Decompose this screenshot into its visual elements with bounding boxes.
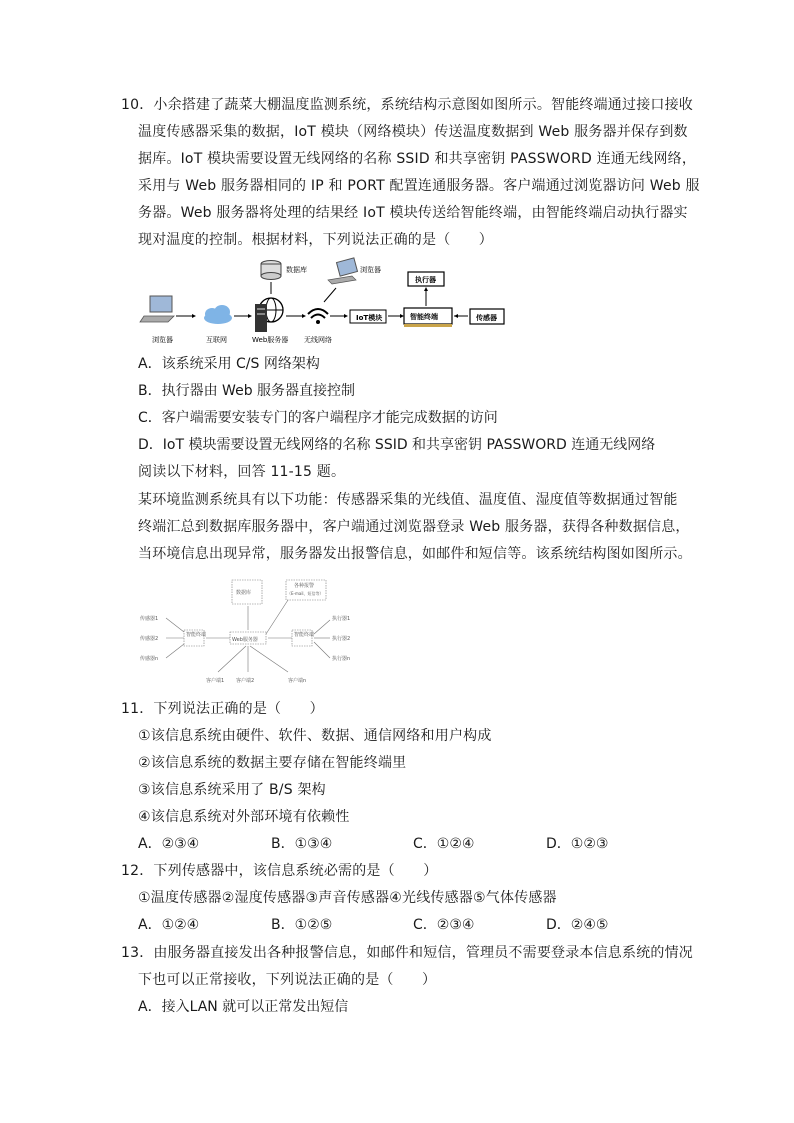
q10-line-5: 务器。Web 服务器将处理的结果经 IoT 模块传送给智能终端，由智能终端启动执行器实 — [138, 205, 688, 221]
q12-items: ①温度传感器②湿度传感器③声音传感器④光线传感器⑤气体传感器 — [138, 890, 557, 906]
diagram2-terminal-left: 智能终端 — [186, 632, 207, 638]
diagram1-web-server-label: Web服务器 — [252, 336, 289, 344]
diagram1-terminal-label: 智能终端 — [410, 313, 438, 321]
q10-option-d: D．IoT 模块需要设置无线网络的名称 SSID 和共享密钥 PASSWORD 连通无线网络 — [138, 437, 656, 453]
q11-item-2: ②该信息系统的数据主要存储在智能终端里 — [138, 755, 407, 771]
q11-choice-c: C．①②④ — [413, 836, 475, 852]
q10-line-6: 现对温度的控制。根据材料，下列说法正确的是（ ） — [138, 232, 493, 248]
q11-choice-b: B．①③④ — [271, 836, 333, 852]
q13-line-1: 13．由服务器直接发出各种报警信息，如邮件和短信，管理员不需要登录本信息系统的情况 — [121, 945, 694, 961]
laptop-icon — [140, 296, 174, 322]
q11-stem: 11．下列说法正确的是（ ） — [121, 701, 324, 717]
q12-stem: 12．下列传感器中，该信息系统必需的是（ ） — [121, 863, 438, 879]
diagram2-web-server: Web服务器 — [232, 637, 258, 643]
q10-option-b: B．执行器由 Web 服务器直接控制 — [138, 383, 356, 399]
diagram2-client2: 客户端2 — [236, 678, 255, 684]
q11-choice-d: D．①②③ — [546, 836, 609, 852]
wifi-icon — [308, 309, 328, 324]
reading-line-1: 某环境监测系统具有以下功能：传感器采集的光线值、温度值、湿度值等数据通过智能 — [138, 492, 678, 508]
q11-item-4: ④该信息系统对外部环境有依赖性 — [138, 809, 350, 825]
q10-line-4: 采用与 Web 服务器相同的 IP 和 PORT 配置连通服务器。客户端通过浏览器访问 Web 服 — [138, 178, 700, 194]
diagram1-wireless-label: 无线网络 — [304, 336, 332, 344]
laptop-icon — [328, 258, 358, 284]
reading-line-2: 终端汇总到数据库服务器中，客户端通过浏览器登录 Web 服务器，获得各种数据信息， — [138, 519, 690, 535]
reading-intro: 阅读以下材料，回答 11-15 题。 — [138, 464, 346, 480]
diagram1-iot-label: IoT模块 — [356, 314, 383, 322]
database-icon — [261, 261, 281, 280]
diagram2-alarm-sub: （E-mail、短信等） — [287, 591, 324, 596]
diagram1-sensor-label: 传感器 — [476, 314, 497, 322]
diagram2-clientn: 客户端n — [288, 678, 307, 684]
diagram2-sensor1: 传感器1 — [140, 616, 159, 622]
q11-choice-a: A．②③④ — [138, 836, 200, 852]
q12-choice-d: D．②④⑤ — [546, 917, 609, 933]
diagram1-actuator-label: 执行器 — [415, 276, 436, 284]
diagram2-actuator1: 执行器1 — [332, 616, 351, 622]
q10-option-a: A．该系统采用 C/S 网络架构 — [138, 356, 320, 372]
q12-choice-c: C．②③④ — [413, 917, 475, 933]
diagram2-actuator2: 执行器2 — [332, 636, 351, 642]
q13-line-2: 下也可以正常接收，下列说法正确的是（ ） — [138, 972, 437, 988]
cloud-icon — [204, 305, 232, 324]
diagram2-terminal-right: 智能终端 — [294, 632, 315, 638]
q10-system-diagram — [138, 256, 518, 352]
q12-choice-b: B．①②⑤ — [271, 917, 333, 933]
diagram2-alarm-title: 各种报警 — [294, 583, 315, 589]
q11-item-3: ③该信息系统采用了 B/S 架构 — [138, 782, 326, 798]
q10-line-2: 温度传感器采集的数据，IoT 模块（网络模块）传送温度数据到 Web 服务器并保存到数 — [138, 124, 688, 140]
diagram1-internet-label: 互联网 — [206, 336, 227, 344]
q10-option-c: C．客户端需要安装专门的客户端程序才能完成数据的访问 — [138, 410, 498, 426]
diagram1-browser-top-label: 浏览器 — [360, 266, 381, 274]
diagram2-actuatorn: 执行器n — [332, 656, 351, 662]
q13-option-a: A．接入LAN 就可以正常发出短信 — [138, 999, 349, 1015]
web-server-icon — [255, 298, 283, 332]
reading-system-diagram — [138, 576, 370, 690]
reading-line-3: 当环境信息出现异常，服务器发出报警信息，如邮件和短信等。该系统结构图如图所示。 — [138, 546, 692, 562]
diagram1-database-label: 数据库 — [286, 266, 307, 274]
q12-choice-a: A．①②④ — [138, 917, 200, 933]
q10-line-3: 据库。IoT 模块需要设置无线网络的名称 SSID 和共享密钥 PASSWORD 连通无线网络， — [138, 151, 697, 167]
diagram2-sensorn: 传感器n — [140, 656, 159, 662]
q10-line-1: 10．小余搭建了蔬菜大棚温度监测系统，系统结构示意图如图所示。智能终端通过接口接收 — [121, 97, 694, 113]
diagram2-database: 数据库 — [236, 590, 252, 596]
diagram1-browser-left-label: 浏览器 — [152, 336, 173, 344]
diagram2-client1: 客户端1 — [206, 678, 225, 684]
q11-item-1: ①该信息系统由硬件、软件、数据、通信网络和用户构成 — [138, 728, 492, 744]
diagram2-sensor2: 传感器2 — [140, 636, 159, 642]
